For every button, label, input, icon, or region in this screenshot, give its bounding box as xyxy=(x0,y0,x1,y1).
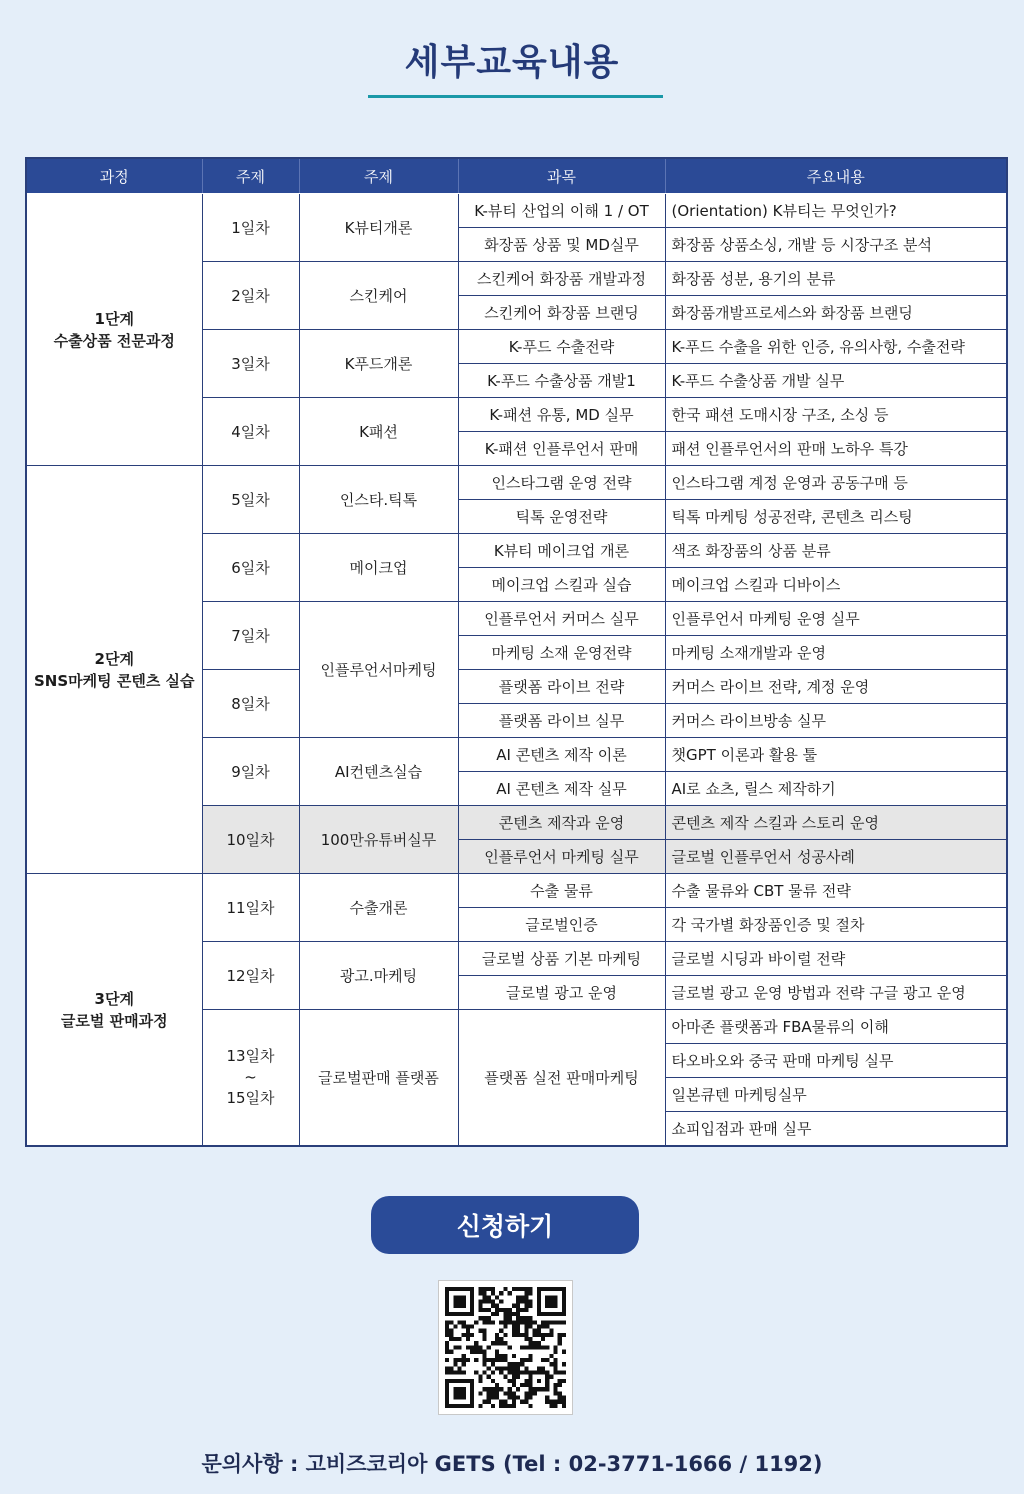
day-cell xyxy=(202,1010,299,1147)
detail-cell: K-푸드 수출상품 개발 실무 xyxy=(665,364,1007,398)
detail-cell: 글로벌 광고 운영 방법과 전략 구글 광고 운영 xyxy=(665,976,1007,1010)
table-row xyxy=(26,194,1007,228)
detail-cell: 화장품 상품소싱, 개발 등 시장구조 분석 xyxy=(665,228,1007,262)
day-cell: 2일차 xyxy=(202,262,299,330)
subject-cell: 인스타그램 운영 전략 xyxy=(458,466,665,500)
stage-label: 2단계 xyxy=(94,649,134,668)
header-day: 주제 xyxy=(202,158,299,194)
day-range-sep: ~ xyxy=(244,1068,257,1086)
subject-cell: AI 콘텐츠 제작 이론 xyxy=(458,738,665,772)
stage-name: SNS마케팅 콘텐츠 실습 xyxy=(33,671,195,690)
subject-cell: 콘텐츠 제작과 운영 xyxy=(458,806,665,840)
subject-cell: 플랫폼 라이브 실무 xyxy=(458,704,665,738)
detail-cell: 챗GPT 이론과 활용 툴 xyxy=(665,738,1007,772)
stage-cell xyxy=(26,874,202,1147)
page-title: 세부교육내용 xyxy=(404,42,620,83)
detail-cell: 일본큐텐 마케팅실무 xyxy=(665,1078,1007,1112)
subject-cell: K-패션 인플루언서 판매 xyxy=(458,432,665,466)
subject-cell: 글로벌 상품 기본 마케팅 xyxy=(458,942,665,976)
day-cell: 11일차 xyxy=(202,874,299,942)
day-cell: 1일차 xyxy=(202,194,299,262)
detail-cell: 콘텐츠 제작 스킬과 스토리 운영 xyxy=(665,806,1007,840)
table-row xyxy=(26,874,1007,908)
day-range-start: 13일차 xyxy=(226,1047,275,1065)
day-cell: 8일차 xyxy=(202,670,299,738)
stage-name: 글로벌 판매과정 xyxy=(60,1011,168,1030)
stage-name: 수출상품 전문과정 xyxy=(53,331,175,350)
detail-cell: 쇼피입점과 판매 실무 xyxy=(665,1112,1007,1147)
stage-cell xyxy=(26,466,202,874)
subject-cell: K-푸드 수출전략 xyxy=(458,330,665,364)
day-cell: 5일차 xyxy=(202,466,299,534)
detail-cell: 글로벌 인플루언서 성공사례 xyxy=(665,840,1007,874)
detail-cell: 인플루언서 마케팅 운영 실무 xyxy=(665,602,1007,636)
day-cell: 6일차 xyxy=(202,534,299,602)
topic-cell: 메이크업 xyxy=(299,534,458,602)
stage-label: 3단계 xyxy=(94,989,134,1008)
subject-cell: K뷰티 메이크업 개론 xyxy=(458,534,665,568)
table-row xyxy=(26,466,1007,500)
day-cell: 3일차 xyxy=(202,330,299,398)
stage-cell xyxy=(26,194,202,466)
subject-cell: 스킨케어 화장품 개발과정 xyxy=(458,262,665,296)
detail-cell: 패션 인플루언서의 판매 노하우 특강 xyxy=(665,432,1007,466)
subject-cell: 화장품 상품 및 MD실무 xyxy=(458,228,665,262)
header-topic: 주제 xyxy=(299,158,458,194)
subject-cell: 인플루언서 커머스 실무 xyxy=(458,602,665,636)
table-header-row xyxy=(26,158,1007,194)
topic-cell: K패션 xyxy=(299,398,458,466)
detail-cell: 화장품 성분, 용기의 분류 xyxy=(665,262,1007,296)
subject-cell: 플랫폼 실전 판매마케팅 xyxy=(458,1010,665,1147)
day-cell: 10일차 xyxy=(202,806,299,874)
subject-cell: 틱톡 운영전략 xyxy=(458,500,665,534)
day-cell: 9일차 xyxy=(202,738,299,806)
contact-info: 문의사항 : 고비즈코리아 GETS (Tel : 02-3771-1666 / 1192) xyxy=(201,1452,823,1476)
detail-cell: 커머스 라이브방송 실무 xyxy=(665,704,1007,738)
day-cell: 12일차 xyxy=(202,942,299,1010)
header-course: 과정 xyxy=(26,158,202,194)
topic-cell: K뷰티개론 xyxy=(299,194,458,262)
topic-cell: 스킨케어 xyxy=(299,262,458,330)
subject-cell: K-뷰티 산업의 이해 1 / OT xyxy=(458,194,665,228)
subject-cell: AI 콘텐츠 제작 실무 xyxy=(458,772,665,806)
subject-cell: 마케팅 소재 운영전략 xyxy=(458,636,665,670)
day-cell: 4일차 xyxy=(202,398,299,466)
detail-cell: 글로벌 시딩과 바이럴 전략 xyxy=(665,942,1007,976)
detail-cell: 한국 패션 도매시장 구조, 소싱 등 xyxy=(665,398,1007,432)
topic-cell: 인스타.틱톡 xyxy=(299,466,458,534)
day-range-end: 15일차 xyxy=(226,1089,275,1107)
topic-cell: K푸드개론 xyxy=(299,330,458,398)
subject-cell: 스킨케어 화장품 브랜딩 xyxy=(458,296,665,330)
detail-cell: 수출 물류와 CBT 물류 전략 xyxy=(665,874,1007,908)
subject-cell: K-푸드 수출상품 개발1 xyxy=(458,364,665,398)
detail-cell: 색조 화장품의 상품 분류 xyxy=(665,534,1007,568)
subject-cell: 인플루언서 마케팅 실무 xyxy=(458,840,665,874)
header-content: 주요내용 xyxy=(665,158,1007,194)
subject-cell: 수출 물류 xyxy=(458,874,665,908)
detail-cell: 타오바오와 중국 판매 마케팅 실무 xyxy=(665,1044,1007,1078)
header-subject: 과목 xyxy=(458,158,665,194)
subject-cell: K-패션 유통, MD 실무 xyxy=(458,398,665,432)
topic-cell: 글로벌판매 플랫폼 xyxy=(299,1010,458,1147)
detail-cell: 마케팅 소재개발과 운영 xyxy=(665,636,1007,670)
detail-cell: 화장품개발프로세스와 화장품 브랜딩 xyxy=(665,296,1007,330)
subject-cell: 글로벌 광고 운영 xyxy=(458,976,665,1010)
topic-cell: 광고.마케팅 xyxy=(299,942,458,1010)
detail-cell: 메이크업 스킬과 디바이스 xyxy=(665,568,1007,602)
topic-cell: 인플루언서마케팅 xyxy=(299,602,458,738)
detail-cell: 아마존 플랫폼과 FBA물류의 이해 xyxy=(665,1010,1007,1044)
topic-cell: AI컨텐츠실습 xyxy=(299,738,458,806)
detail-cell: 인스타그램 계정 운영과 공동구매 등 xyxy=(665,466,1007,500)
detail-cell: 각 국가별 화장품인증 및 절차 xyxy=(665,908,1007,942)
title-underline xyxy=(368,95,663,98)
topic-cell: 100만유튜버실무 xyxy=(299,806,458,874)
curriculum-table xyxy=(25,157,1008,1147)
subject-cell: 글로벌인증 xyxy=(458,908,665,942)
qr-code-icon xyxy=(445,1287,566,1408)
stage-label: 1단계 xyxy=(94,309,134,328)
topic-cell: 수출개론 xyxy=(299,874,458,942)
detail-cell: K-푸드 수출을 위한 인증, 유의사항, 수출전략 xyxy=(665,330,1007,364)
subject-cell: 플랫폼 라이브 전략 xyxy=(458,670,665,704)
qr-code[interactable] xyxy=(438,1280,573,1415)
detail-cell: 커머스 라이브 전략, 계정 운영 xyxy=(665,670,1007,704)
detail-cell: 틱톡 마케팅 성공전략, 콘텐츠 리스팅 xyxy=(665,500,1007,534)
subject-cell: 메이크업 스킬과 실습 xyxy=(458,568,665,602)
detail-cell: (Orientation) K뷰티는 무엇인가? xyxy=(665,194,1007,228)
apply-button[interactable]: 신청하기 xyxy=(371,1196,639,1254)
detail-cell: AI로 쇼츠, 릴스 제작하기 xyxy=(665,772,1007,806)
day-cell: 7일차 xyxy=(202,602,299,670)
